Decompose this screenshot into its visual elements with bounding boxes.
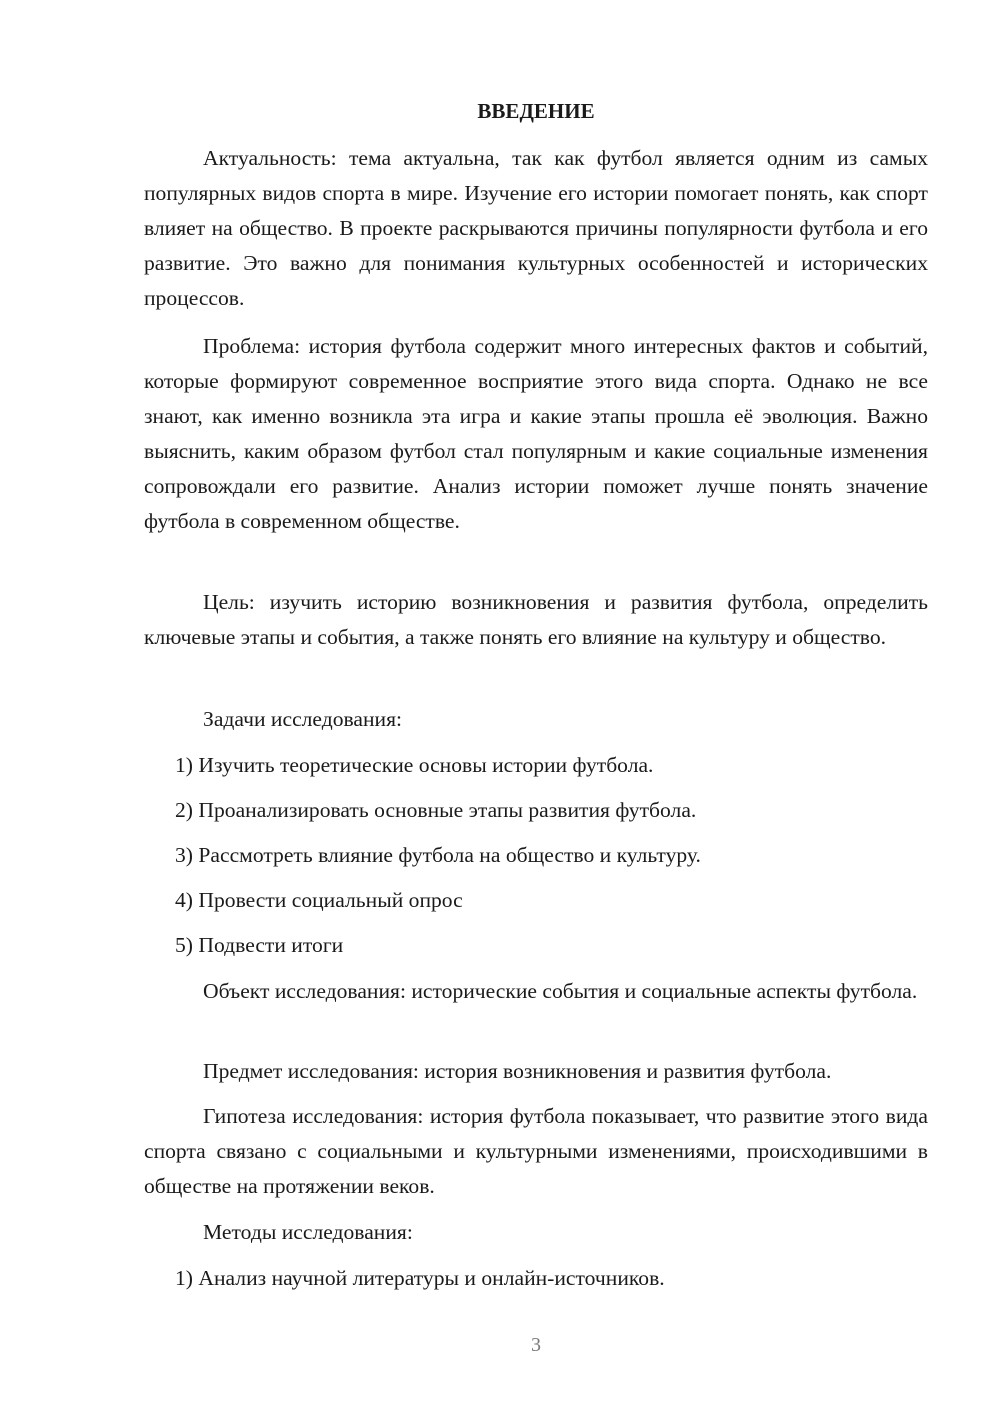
goal-paragraph: Цель: изучить историю возникновения и развития футбола, определить ключевые этапы и события, а также понять его влияние на культуру и общество. [144,590,928,649]
methods-heading: Методы исследования: [203,1220,413,1244]
tasks-item-1-block [144,748,928,783]
page-number: 3 [531,1334,541,1356]
task-item: 4) Провести социальный опрос [175,888,463,912]
tasks-item-5-block [144,928,928,963]
section-title: ВВЕДЕНИЕ [477,99,595,123]
task-item: 5) Подвести итоги [175,933,344,957]
subject-block [144,1054,928,1089]
relevance-block [144,141,928,316]
tasks-item-2-block [144,793,928,828]
subject-paragraph: Предмет исследования: история возникновения и развития футбола. [203,1059,832,1083]
relevance-paragraph: Актуальность: тема актуальна, так как футбол является одним из самых популярных видов спорта в мире. Изучение его истории помогает понять, как спорт влияет на общество. В проекте раскрываются причины популярности футбола и его развитие. Это важно для понимания культурных особенностей и исторических процессов. [144,146,928,310]
tasks-item-3-block [144,838,928,873]
task-item: 3) Рассмотреть влияние футбола на общество и культуру. [175,843,701,867]
hypothesis-block [144,1099,928,1204]
methods-heading-block [144,1215,928,1250]
object-paragraph: Объект исследования: исторические события и социальные аспекты футбола. [203,979,918,1003]
task-item: 1) Изучить теоретические основы истории футбола. [175,753,654,777]
methods-item-1-block [144,1261,928,1296]
tasks-heading-block [144,702,928,737]
tasks-heading: Задачи исследования: [203,707,403,731]
method-item: 1) Анализ научной литературы и онлайн-источников. [175,1266,665,1290]
tasks-item-4-block [144,883,928,918]
problem-paragraph: Проблема: история футбола содержит много интересных фактов и событий, которые формируют современное восприятие этого вида спорта. Однако не все знают, как именно возникла эта игра и какие этапы прошла её эволюция. Важно выяснить, каким образом футбол стал популярным и какие социальные изменения сопровождали его развитие. Анализ истории поможет лучше понять значение футбола в современном обществе. [144,334,928,533]
hypothesis-paragraph: Гипотеза исследования: история футбола показывает, что развитие этого вида спорта связано с социальными и культурными изменениями, происходившими в обществе на протяжении веков. [144,1104,928,1198]
object-block [144,974,928,1009]
task-item: 2) Проанализировать основные этапы развития футбола. [175,798,697,822]
problem-block [144,329,928,539]
goal-block [144,585,928,655]
